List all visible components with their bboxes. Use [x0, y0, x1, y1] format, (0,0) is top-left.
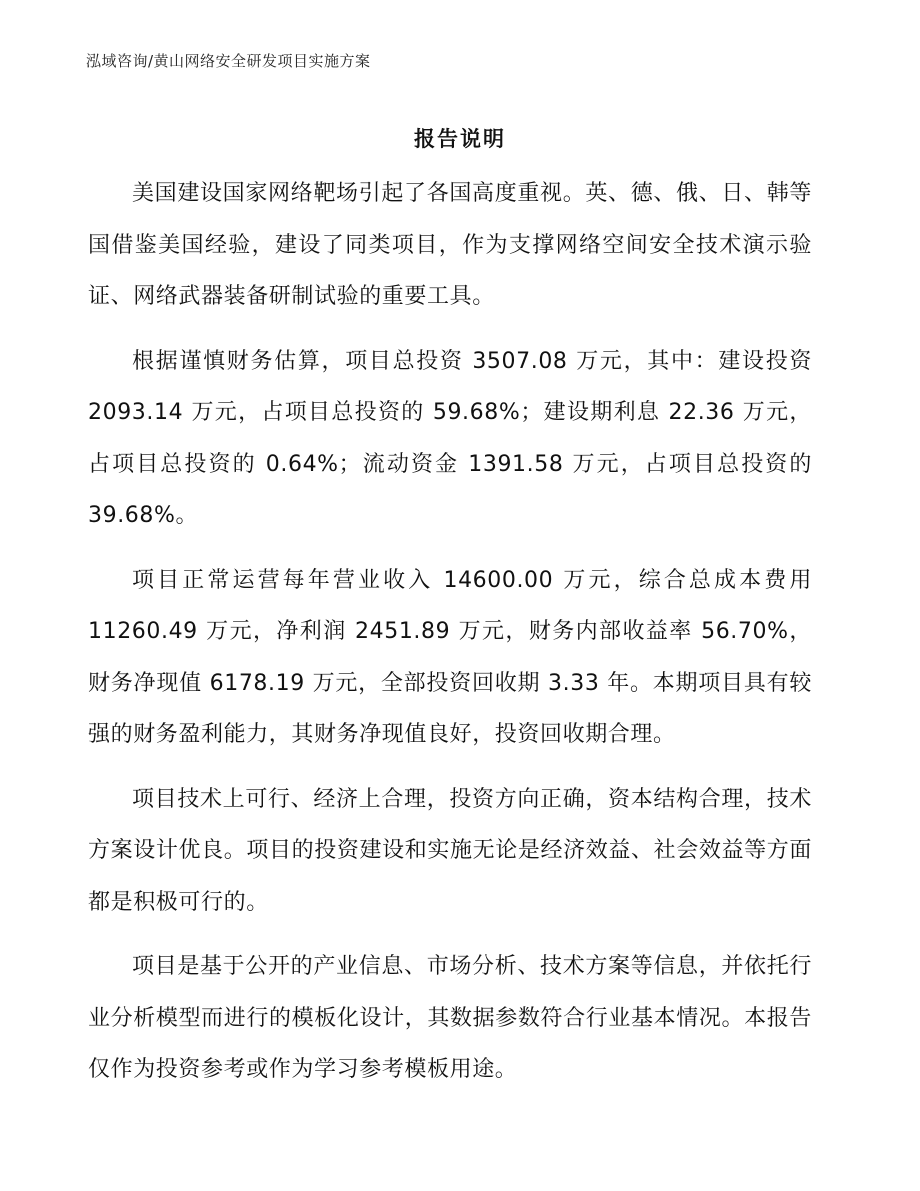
page-title: 报告说明: [414, 127, 506, 151]
paragraph-investment: 根据谨慎财务估算，项目总投资 3507.08 万元，其中：建设投资 2093.14 万元，占项目总投资的 59.68%；建设期利息 22.36 万元，占项目总投资的 0.64%；流动资金 1391.58 万元，占项目总投资的 39.68%。: [88, 348, 812, 528]
paragraph-intro: 美国建设国家网络靶场引起了各国高度重视。英、德、俄、日、韩等国借鉴美国经验，建设了同类项目，作为支撑网络空间安全技术演示验证、网络武器装备研制试验的重要工具。: [88, 181, 812, 309]
paragraph-revenue: 项目正常运营每年营业收入 14600.00 万元，综合总成本费用 11260.49 万元，净利润 2451.89 万元，财务内部收益率 56.70%，财务净现值 6178.19 万元，全部投资回收期 3.33 年。本期项目具有较强的财务盈利能力，其财务净现值良好，投资回收期合理。: [88, 567, 812, 747]
running-header: 泓域咨询/黄山网络安全研发项目实施方案: [86, 52, 371, 70]
report-body: [88, 168, 812, 1109]
paragraph-disclaimer: 项目是基于公开的产业信息、市场分析、技术方案等信息，并依托行业分析模型而进行的模板化设计，其数据参数符合行业基本情况。本报告仅作为投资参考或作为学习参考模板用途。: [88, 954, 812, 1082]
header-divider: [86, 75, 834, 76]
paragraph-feasibility: 项目技术上可行、经济上合理，投资方向正确，资本结构合理，技术方案设计优良。项目的投资建设和实施无论是经济效益、社会效益等方面都是积极可行的。: [88, 786, 812, 915]
